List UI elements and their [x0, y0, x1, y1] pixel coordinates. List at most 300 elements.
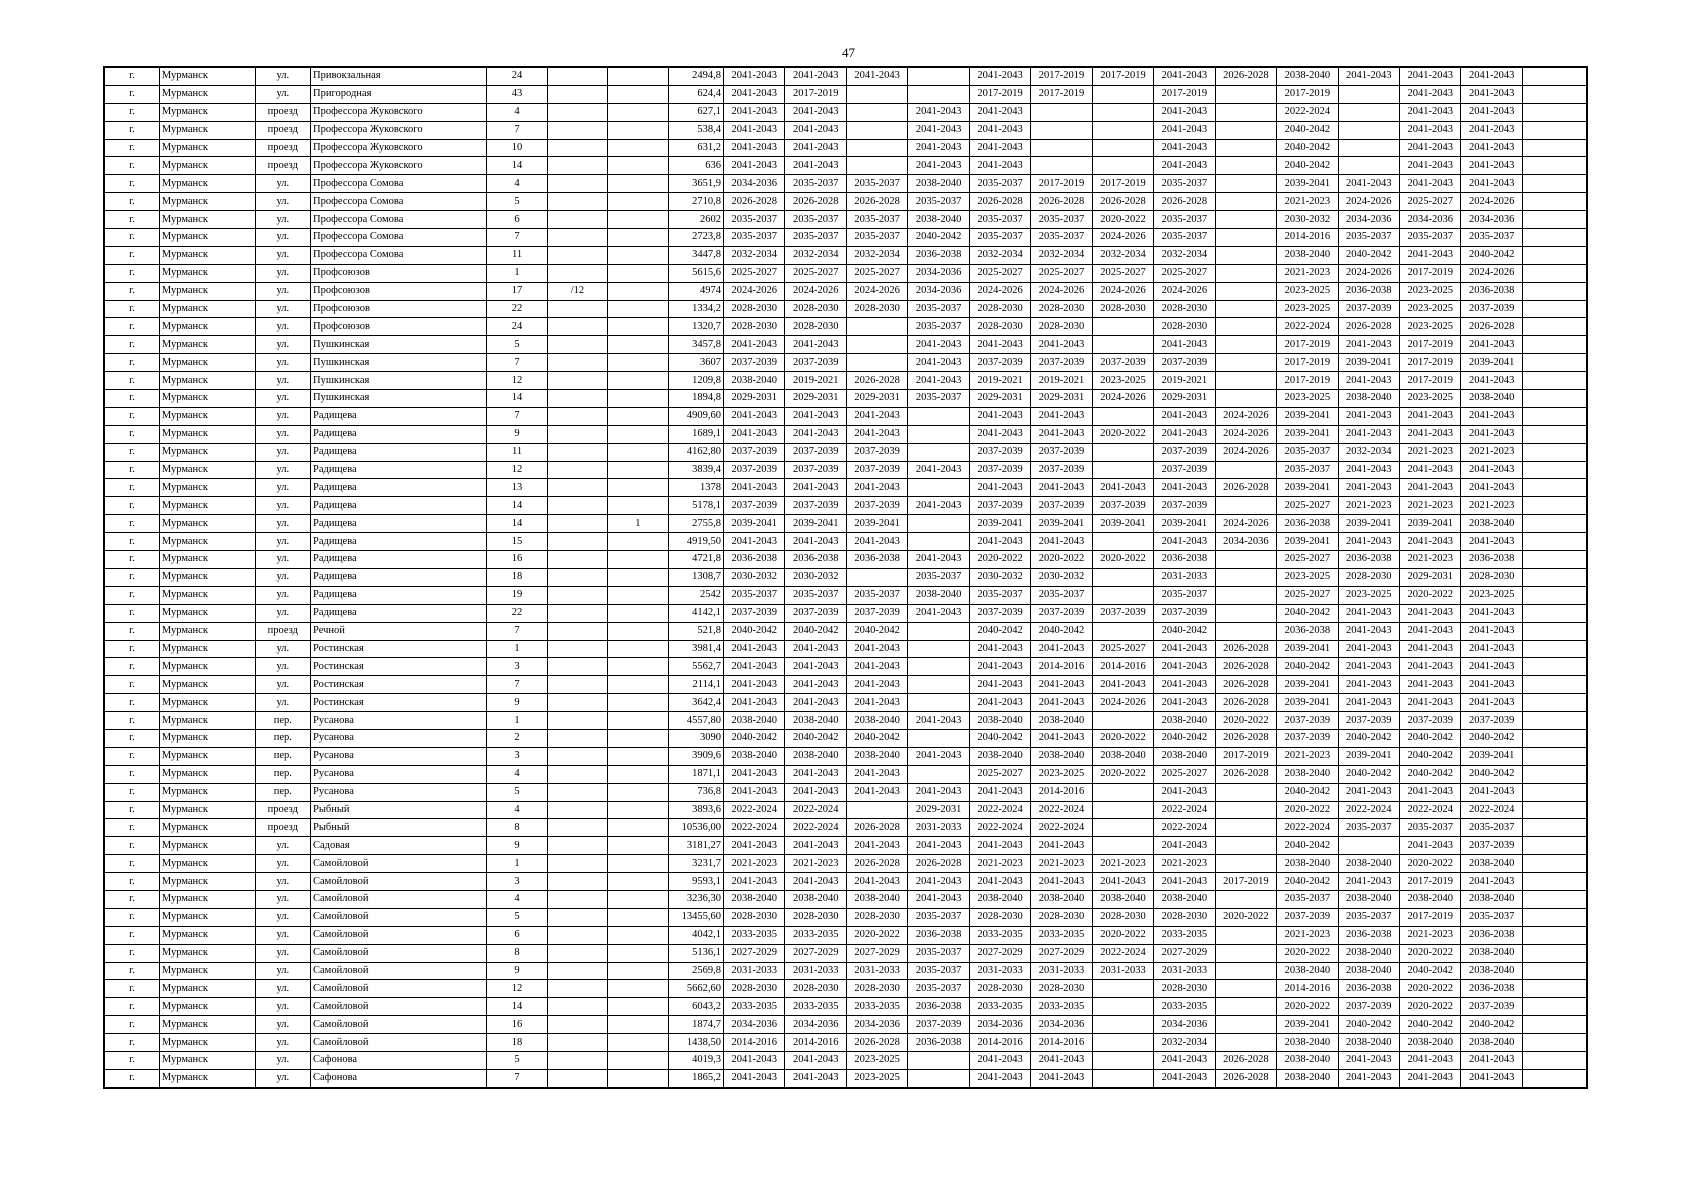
work-period-cell: 2021-2023 — [969, 855, 1030, 873]
work-period-cell: 2023-2025 — [1400, 318, 1461, 336]
work-period-cell: 2035-2037 — [1154, 175, 1215, 193]
work-period-cell: 2037-2039 — [1031, 497, 1092, 515]
empty-cell — [1522, 908, 1587, 926]
work-period-cell: 2036-2038 — [1338, 980, 1399, 998]
work-period-cell: 2041-2043 — [908, 121, 969, 139]
work-period-cell: 2040-2042 — [1461, 1016, 1522, 1034]
table-row — [104, 622, 1587, 640]
empty-cell — [1522, 139, 1587, 157]
work-period-cell: 2020-2022 — [1400, 980, 1461, 998]
building-cell — [547, 103, 607, 121]
work-period-cell: 2022-2024 — [1154, 801, 1215, 819]
work-period-cell — [846, 801, 907, 819]
house-number-cell: 8 — [487, 819, 547, 837]
building-cell — [547, 819, 607, 837]
street-type-cell: проезд — [255, 121, 310, 139]
work-period-cell — [1215, 300, 1276, 318]
house-number-cell: 3 — [487, 658, 547, 676]
locality-name-cell: Мурманск — [159, 318, 255, 336]
work-period-cell: 2028-2030 — [724, 980, 785, 998]
work-period-cell — [1092, 586, 1153, 604]
work-period-cell: 2041-2043 — [1338, 533, 1399, 551]
work-period-cell: 2037-2039 — [724, 354, 785, 372]
area-cell: 4042,1 — [668, 926, 723, 944]
work-period-cell: 2041-2043 — [1031, 873, 1092, 891]
street-name-cell: Привокзальная — [311, 67, 487, 85]
building-cell — [547, 175, 607, 193]
table-row — [104, 712, 1587, 730]
structure-cell — [608, 837, 668, 855]
work-period-cell: 2038-2040 — [1461, 515, 1522, 533]
work-period-cell: 2037-2039 — [785, 604, 846, 622]
work-period-cell: 2041-2043 — [724, 121, 785, 139]
work-period-cell: 2034-2036 — [908, 282, 969, 300]
house-number-cell: 5 — [487, 193, 547, 211]
work-period-cell: 2041-2043 — [724, 103, 785, 121]
work-period-cell: 2031-2033 — [1154, 568, 1215, 586]
work-period-cell — [1215, 944, 1276, 962]
locality-name-cell: Мурманск — [159, 747, 255, 765]
building-cell — [547, 1034, 607, 1052]
street-name-cell: Профессора Сомова — [311, 246, 487, 264]
table-row — [104, 425, 1587, 443]
table-row — [104, 461, 1587, 479]
work-period-cell: 2035-2037 — [1277, 443, 1338, 461]
work-period-cell: 2041-2043 — [969, 67, 1030, 85]
work-period-cell: 2038-2040 — [1277, 1069, 1338, 1087]
work-period-cell — [908, 533, 969, 551]
work-period-cell: 2017-2019 — [1092, 175, 1153, 193]
work-period-cell: 2036-2038 — [908, 1034, 969, 1052]
house-number-cell: 7 — [487, 407, 547, 425]
work-period-cell — [1215, 837, 1276, 855]
work-period-cell: 2038-2040 — [1277, 246, 1338, 264]
table-row — [104, 175, 1587, 193]
work-period-cell: 2020-2022 — [1277, 998, 1338, 1016]
street-name-cell: Радищева — [311, 551, 487, 569]
locality-type-cell: г. — [104, 1016, 159, 1034]
locality-type-cell: г. — [104, 586, 159, 604]
work-period-cell: 2041-2043 — [969, 694, 1030, 712]
work-period-cell: 2041-2043 — [1461, 121, 1522, 139]
work-period-cell: 2020-2022 — [969, 551, 1030, 569]
locality-type-cell: г. — [104, 372, 159, 390]
street-type-cell: ул. — [255, 1069, 310, 1087]
empty-cell — [1522, 819, 1587, 837]
work-period-cell: 2038-2040 — [1461, 944, 1522, 962]
work-period-cell: 2041-2043 — [969, 533, 1030, 551]
work-period-cell: 2038-2040 — [724, 372, 785, 390]
work-period-cell: 2041-2043 — [1154, 783, 1215, 801]
work-period-cell: 2039-2041 — [1277, 676, 1338, 694]
work-period-cell: 2020-2022 — [1092, 551, 1153, 569]
street-name-cell: Сафонова — [311, 1069, 487, 1087]
work-period-cell: 2041-2043 — [1031, 729, 1092, 747]
street-name-cell: Радищева — [311, 533, 487, 551]
building-cell — [547, 461, 607, 479]
house-number-cell: 5 — [487, 783, 547, 801]
work-period-cell — [908, 658, 969, 676]
work-period-cell: 2041-2043 — [1400, 157, 1461, 175]
work-period-cell: 2028-2030 — [785, 318, 846, 336]
building-cell — [547, 658, 607, 676]
work-period-cell: 2021-2023 — [1338, 497, 1399, 515]
work-period-cell: 2036-2038 — [1338, 926, 1399, 944]
work-period-cell: 2036-2038 — [1461, 980, 1522, 998]
work-period-cell — [1215, 282, 1276, 300]
street-type-cell: ул. — [255, 944, 310, 962]
house-number-cell: 8 — [487, 944, 547, 962]
work-period-cell: 2023-2025 — [1400, 300, 1461, 318]
house-number-cell: 3 — [487, 747, 547, 765]
work-period-cell: 2021-2023 — [1154, 855, 1215, 873]
area-cell: 1874,7 — [668, 1016, 723, 1034]
work-period-cell: 2026-2028 — [1215, 1051, 1276, 1069]
table-row — [104, 533, 1587, 551]
work-period-cell: 2041-2043 — [846, 694, 907, 712]
street-type-cell: ул. — [255, 497, 310, 515]
locality-type-cell: г. — [104, 497, 159, 515]
work-period-cell: 2041-2043 — [1461, 1051, 1522, 1069]
work-period-cell: 2035-2037 — [846, 229, 907, 247]
street-name-cell: Самойловой — [311, 1034, 487, 1052]
work-period-cell: 2038-2040 — [1400, 890, 1461, 908]
work-period-cell: 2033-2035 — [1031, 998, 1092, 1016]
work-period-cell: 2036-2038 — [908, 926, 969, 944]
work-period-cell: 2041-2043 — [1338, 658, 1399, 676]
work-period-cell: 2036-2038 — [908, 998, 969, 1016]
building-cell — [547, 336, 607, 354]
work-period-cell: 2034-2036 — [724, 175, 785, 193]
work-period-cell — [1215, 1016, 1276, 1034]
building-cell — [547, 1069, 607, 1087]
empty-cell — [1522, 372, 1587, 390]
work-period-cell: 2041-2043 — [1338, 67, 1399, 85]
work-period-cell: 2041-2043 — [1338, 783, 1399, 801]
work-period-cell: 2041-2043 — [1338, 336, 1399, 354]
building-cell — [547, 801, 607, 819]
work-period-cell: 2035-2037 — [1154, 229, 1215, 247]
street-name-cell: Профессора Жуковского — [311, 139, 487, 157]
locality-type-cell: г. — [104, 926, 159, 944]
work-period-cell: 2041-2043 — [846, 533, 907, 551]
work-period-cell: 2041-2043 — [1400, 1069, 1461, 1087]
house-number-cell: 9 — [487, 425, 547, 443]
locality-type-cell: г. — [104, 998, 159, 1016]
locality-type-cell: г. — [104, 121, 159, 139]
work-period-cell: 2020-2022 — [1215, 908, 1276, 926]
house-number-cell: 14 — [487, 390, 547, 408]
street-name-cell: Пушкинская — [311, 390, 487, 408]
structure-cell — [608, 264, 668, 282]
work-period-cell: 2035-2037 — [724, 211, 785, 229]
locality-name-cell: Мурманск — [159, 121, 255, 139]
work-period-cell: 2037-2039 — [846, 443, 907, 461]
structure-cell — [608, 497, 668, 515]
work-period-cell: 2041-2043 — [785, 1069, 846, 1087]
work-period-cell: 2024-2026 — [1215, 425, 1276, 443]
locality-type-cell: г. — [104, 157, 159, 175]
locality-type-cell: г. — [104, 443, 159, 461]
work-period-cell: 2038-2040 — [969, 712, 1030, 730]
table-row — [104, 551, 1587, 569]
empty-cell — [1522, 926, 1587, 944]
work-period-cell: 2041-2043 — [1461, 372, 1522, 390]
street-type-cell: проезд — [255, 139, 310, 157]
work-period-cell: 2039-2041 — [1277, 694, 1338, 712]
building-cell — [547, 318, 607, 336]
work-period-cell: 2022-2024 — [1277, 103, 1338, 121]
work-period-cell: 2020-2022 — [1400, 998, 1461, 1016]
work-period-cell: 2025-2027 — [969, 765, 1030, 783]
work-period-cell: 2039-2041 — [1031, 515, 1092, 533]
locality-name-cell: Мурманск — [159, 193, 255, 211]
work-period-cell: 2041-2043 — [1338, 175, 1399, 193]
area-cell: 4162,80 — [668, 443, 723, 461]
table-row — [104, 1051, 1587, 1069]
structure-cell — [608, 1069, 668, 1087]
area-cell: 4557,80 — [668, 712, 723, 730]
work-period-cell: 2026-2028 — [1215, 658, 1276, 676]
work-period-cell: 2035-2037 — [908, 980, 969, 998]
building-cell — [547, 390, 607, 408]
street-name-cell: Русанова — [311, 747, 487, 765]
street-type-cell: ул. — [255, 908, 310, 926]
locality-type-cell: г. — [104, 67, 159, 85]
area-cell: 5662,60 — [668, 980, 723, 998]
work-period-cell — [1215, 139, 1276, 157]
work-period-cell: 2041-2043 — [1338, 461, 1399, 479]
work-period-cell: 2037-2039 — [724, 604, 785, 622]
work-period-cell: 2041-2043 — [785, 658, 846, 676]
work-period-cell: 2041-2043 — [908, 354, 969, 372]
locality-name-cell: Мурманск — [159, 443, 255, 461]
structure-cell — [608, 282, 668, 300]
house-number-cell: 7 — [487, 1069, 547, 1087]
area-cell: 1209,8 — [668, 372, 723, 390]
work-period-cell: 2037-2039 — [1154, 604, 1215, 622]
locality-type-cell: г. — [104, 676, 159, 694]
work-period-cell: 2035-2037 — [1400, 819, 1461, 837]
work-period-cell — [1338, 157, 1399, 175]
work-period-cell: 2041-2043 — [1338, 640, 1399, 658]
work-period-cell — [1092, 336, 1153, 354]
table-row — [104, 229, 1587, 247]
work-period-cell: 2039-2041 — [1338, 515, 1399, 533]
area-cell: 4142,1 — [668, 604, 723, 622]
work-period-cell — [1215, 819, 1276, 837]
work-period-cell: 2040-2042 — [1338, 246, 1399, 264]
work-period-cell: 2037-2039 — [846, 497, 907, 515]
locality-type-cell: г. — [104, 407, 159, 425]
work-period-cell — [1092, 461, 1153, 479]
street-name-cell: Самойловой — [311, 926, 487, 944]
locality-type-cell: г. — [104, 694, 159, 712]
work-period-cell: 2035-2037 — [785, 211, 846, 229]
work-period-cell: 2040-2042 — [1461, 765, 1522, 783]
house-number-cell: 11 — [487, 246, 547, 264]
locality-name-cell: Мурманск — [159, 855, 255, 873]
work-period-cell: 2041-2043 — [846, 676, 907, 694]
locality-name-cell: Мурманск — [159, 515, 255, 533]
work-period-cell: 2021-2023 — [1400, 551, 1461, 569]
locality-name-cell: Мурманск — [159, 211, 255, 229]
work-period-cell: 2026-2028 — [1338, 318, 1399, 336]
work-period-cell: 2041-2043 — [724, 479, 785, 497]
work-period-cell: 2024-2026 — [1215, 443, 1276, 461]
work-period-cell: 2041-2043 — [1461, 139, 1522, 157]
work-period-cell — [1092, 533, 1153, 551]
street-type-cell: ул. — [255, 998, 310, 1016]
table-row — [104, 193, 1587, 211]
work-period-cell: 2017-2019 — [1277, 85, 1338, 103]
work-period-cell: 2041-2043 — [1461, 533, 1522, 551]
house-number-cell: 22 — [487, 604, 547, 622]
work-period-cell: 2033-2035 — [969, 998, 1030, 1016]
work-period-cell: 2025-2027 — [785, 264, 846, 282]
locality-type-cell: г. — [104, 837, 159, 855]
locality-name-cell: Мурманск — [159, 354, 255, 372]
work-period-cell: 2040-2042 — [1154, 622, 1215, 640]
work-period-cell: 2021-2023 — [1031, 855, 1092, 873]
work-period-cell: 2026-2028 — [1215, 676, 1276, 694]
work-period-cell: 2041-2043 — [969, 425, 1030, 443]
work-period-cell: 2040-2042 — [1277, 157, 1338, 175]
empty-cell — [1522, 640, 1587, 658]
work-period-cell: 2041-2043 — [724, 873, 785, 891]
building-cell — [547, 694, 607, 712]
structure-cell: 1 — [608, 515, 668, 533]
work-period-cell: 2041-2043 — [1461, 425, 1522, 443]
work-period-cell: 2036-2038 — [724, 551, 785, 569]
work-period-cell: 2028-2030 — [846, 300, 907, 318]
work-period-cell: 2039-2041 — [969, 515, 1030, 533]
work-period-cell — [1092, 568, 1153, 586]
table-row — [104, 497, 1587, 515]
work-period-cell: 2041-2043 — [908, 497, 969, 515]
building-cell — [547, 712, 607, 730]
area-cell: 538,4 — [668, 121, 723, 139]
house-number-cell: 7 — [487, 121, 547, 139]
work-period-cell: 2027-2029 — [969, 944, 1030, 962]
street-type-cell: ул. — [255, 604, 310, 622]
street-type-cell: ул. — [255, 246, 310, 264]
work-period-cell: 2029-2031 — [785, 390, 846, 408]
building-cell — [547, 211, 607, 229]
structure-cell — [608, 407, 668, 425]
work-period-cell: 2040-2042 — [785, 729, 846, 747]
work-period-cell: 2038-2040 — [1338, 962, 1399, 980]
locality-type-cell: г. — [104, 765, 159, 783]
work-period-cell: 2041-2043 — [785, 837, 846, 855]
work-period-cell: 2027-2029 — [846, 944, 907, 962]
work-period-cell — [1092, 318, 1153, 336]
empty-cell — [1522, 890, 1587, 908]
work-period-cell: 2020-2022 — [1277, 944, 1338, 962]
work-period-cell: 2022-2024 — [969, 801, 1030, 819]
work-period-cell: 2033-2035 — [1031, 926, 1092, 944]
work-period-cell — [1215, 801, 1276, 819]
work-period-cell: 2029-2031 — [724, 390, 785, 408]
area-cell: 3981,4 — [668, 640, 723, 658]
work-period-cell: 2032-2034 — [1031, 246, 1092, 264]
work-period-cell — [1215, 336, 1276, 354]
work-period-cell: 2028-2030 — [1092, 300, 1153, 318]
work-period-cell: 2041-2043 — [785, 407, 846, 425]
work-period-cell: 2028-2030 — [1092, 908, 1153, 926]
work-period-cell — [908, 425, 969, 443]
work-period-cell: 2020-2022 — [1092, 765, 1153, 783]
work-period-cell: 2029-2031 — [969, 390, 1030, 408]
table-row — [104, 640, 1587, 658]
work-period-cell: 2040-2042 — [1277, 783, 1338, 801]
work-period-cell: 2027-2029 — [1031, 944, 1092, 962]
work-period-cell: 2041-2043 — [1338, 1051, 1399, 1069]
work-period-cell: 2041-2043 — [1031, 640, 1092, 658]
work-period-cell: 2041-2043 — [908, 461, 969, 479]
empty-cell — [1522, 1051, 1587, 1069]
work-period-cell — [1092, 980, 1153, 998]
house-number-cell: 3 — [487, 873, 547, 891]
building-cell — [547, 121, 607, 139]
work-period-cell: 2041-2043 — [724, 783, 785, 801]
work-period-cell: 2041-2043 — [724, 139, 785, 157]
work-period-cell: 2040-2042 — [1277, 873, 1338, 891]
work-period-cell: 2035-2037 — [969, 175, 1030, 193]
work-period-cell: 2037-2039 — [1154, 461, 1215, 479]
work-period-cell: 2041-2043 — [908, 783, 969, 801]
work-period-cell: 2036-2038 — [1338, 551, 1399, 569]
building-cell — [547, 443, 607, 461]
area-cell: 3090 — [668, 729, 723, 747]
building-cell — [547, 962, 607, 980]
work-period-cell: 2029-2031 — [846, 390, 907, 408]
structure-cell — [608, 712, 668, 730]
work-period-cell: 2017-2019 — [969, 85, 1030, 103]
work-period-cell — [1215, 998, 1276, 1016]
work-period-cell — [1092, 103, 1153, 121]
street-type-cell: ул. — [255, 1034, 310, 1052]
street-type-cell: ул. — [255, 980, 310, 998]
work-period-cell: 2041-2043 — [1154, 640, 1215, 658]
locality-type-cell: г. — [104, 551, 159, 569]
street-name-cell: Садовая — [311, 837, 487, 855]
table-row — [104, 747, 1587, 765]
work-period-cell — [1215, 926, 1276, 944]
work-period-cell — [1215, 211, 1276, 229]
structure-cell — [608, 229, 668, 247]
work-period-cell: 2040-2042 — [1400, 1016, 1461, 1034]
empty-cell — [1522, 1069, 1587, 1087]
work-period-cell: 2041-2043 — [724, 640, 785, 658]
work-period-cell: 2038-2040 — [1277, 962, 1338, 980]
work-period-cell: 2038-2040 — [969, 747, 1030, 765]
locality-name-cell: Мурманск — [159, 604, 255, 622]
work-period-cell: 2035-2037 — [969, 211, 1030, 229]
area-cell: 3909,6 — [668, 747, 723, 765]
street-type-cell: ул. — [255, 551, 310, 569]
house-number-cell: 5 — [487, 336, 547, 354]
work-period-cell — [1215, 103, 1276, 121]
locality-name-cell: Мурманск — [159, 479, 255, 497]
work-period-cell: 2037-2039 — [969, 443, 1030, 461]
empty-cell — [1522, 67, 1587, 85]
work-period-cell: 2041-2043 — [1338, 694, 1399, 712]
work-period-cell: 2041-2043 — [1400, 676, 1461, 694]
work-period-cell: 2029-2031 — [1031, 390, 1092, 408]
area-cell: 1308,7 — [668, 568, 723, 586]
work-period-cell: 2031-2033 — [908, 819, 969, 837]
